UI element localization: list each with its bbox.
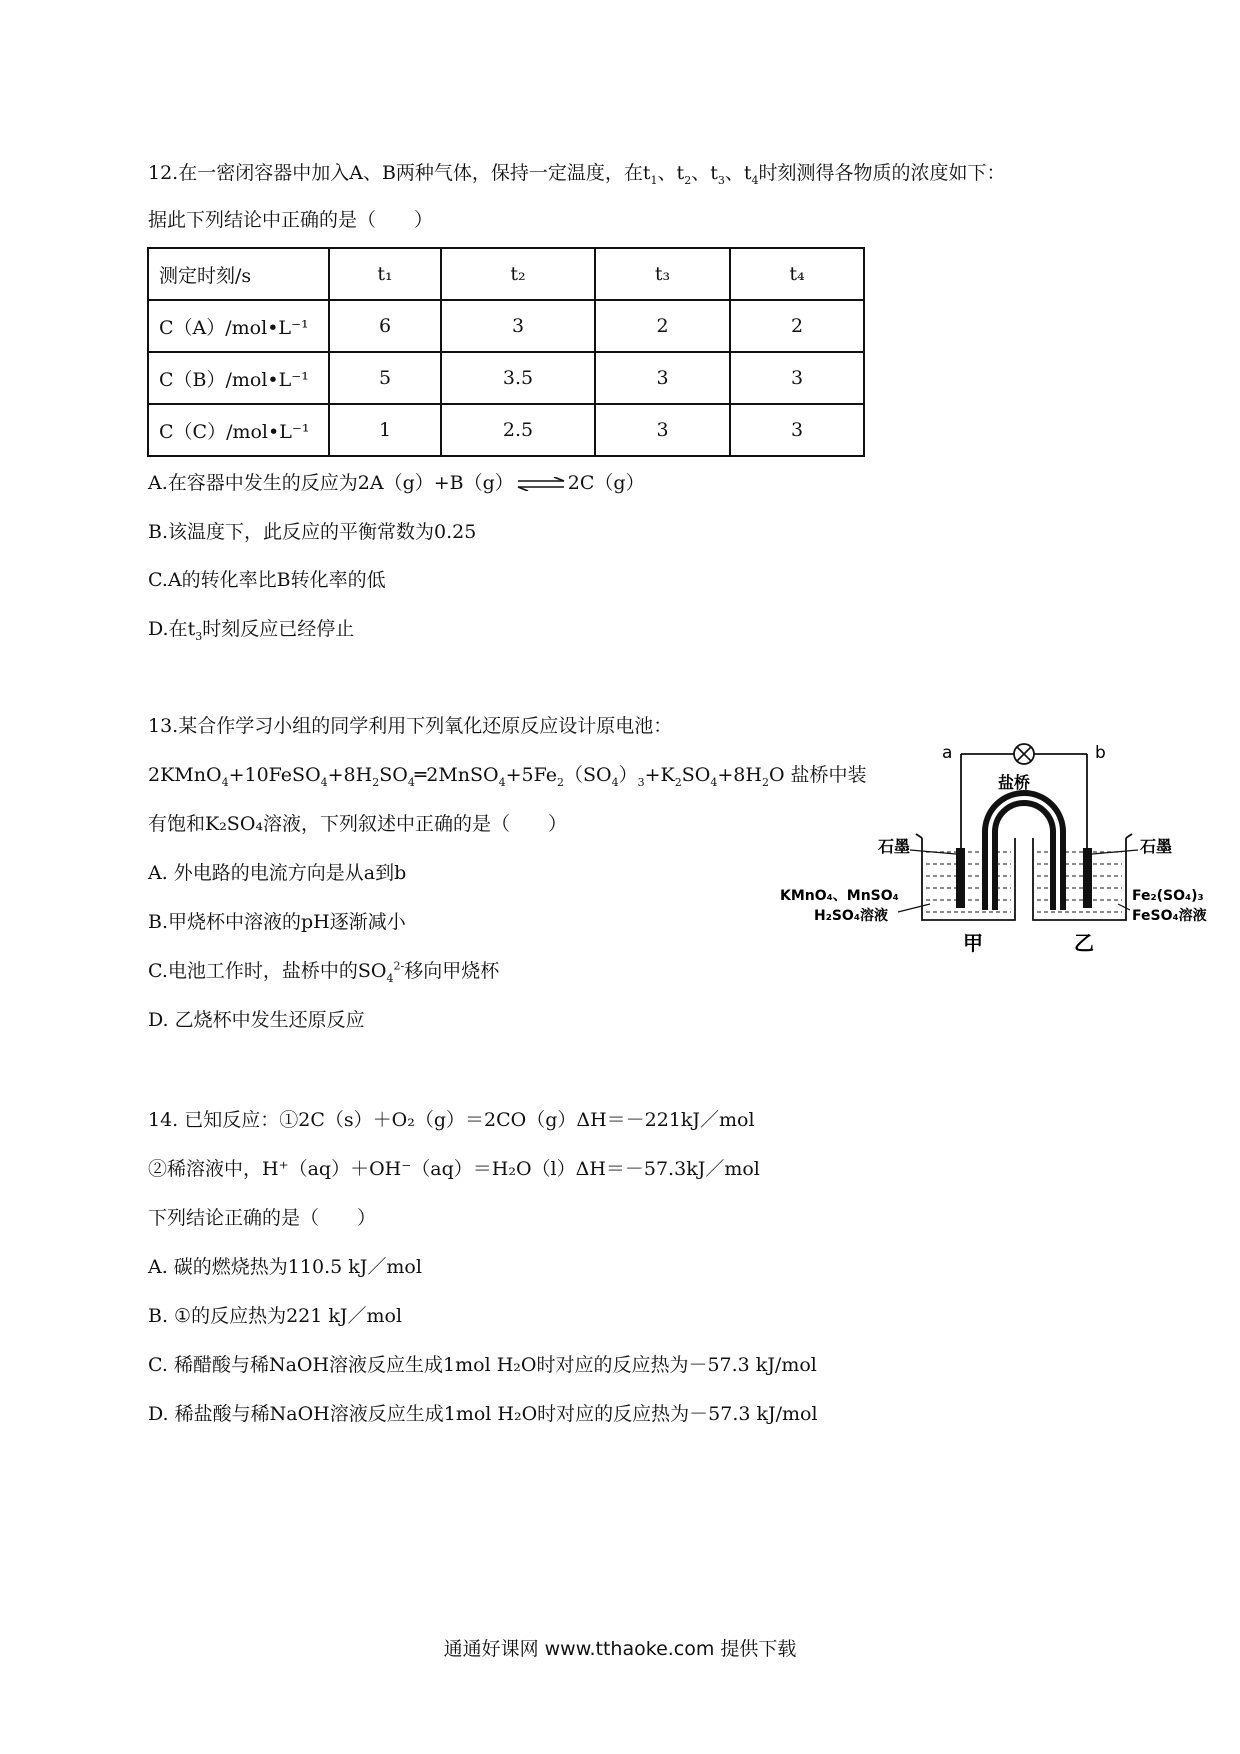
equilibrium-arrow-icon — [516, 477, 566, 491]
table-cell: 3 — [595, 404, 730, 456]
q13-stem: 13.某合作学习小组的同学利用下列氧化还原反应设计原电池： — [148, 715, 673, 737]
table-cell: 3.5 — [441, 352, 595, 404]
q12-option-a: A.在容器中发生的反应为2A（g）+B（g） 2C（g） — [148, 472, 645, 494]
q12-question: 据此下列结论中正确的是（ ） — [148, 209, 434, 231]
salt-bridge-label: 盐桥 — [998, 773, 1031, 792]
table-cell: 3 — [595, 352, 730, 404]
table-cell: 2 — [595, 300, 730, 352]
q12-option-c: C.A的转化率比B转化率的低 — [148, 569, 386, 591]
q13-option-c: C.电池工作时，盐桥中的$SO_4^{2-}$移向甲烧杯 — [148, 959, 500, 985]
q13-option-a: A. 外电路的电流方向是从a到b — [148, 862, 407, 884]
galvanic-cell-diagram — [780, 740, 1220, 975]
q14-stem: 14. 已知反应：①2C（s）＋O₂（g）＝2CO（g）ΔH＝－221kJ／mol — [148, 1109, 755, 1131]
q14-option-a: A. 碳的燃烧热为110.5 kJ／mol — [148, 1256, 422, 1278]
table-cell: 3 — [730, 352, 864, 404]
q13-question: 有饱和K₂SO₄溶液，下列叙述中正确的是（ ） — [148, 813, 568, 835]
beaker-right-label: 乙 — [1074, 931, 1094, 955]
label-b: b — [1095, 743, 1106, 763]
right-solution-label-1: Fe₂(SO₄)₃ — [1132, 888, 1204, 904]
right-electrode — [1083, 848, 1092, 908]
right-solution-label-2: FeSO₄溶液 — [1132, 908, 1207, 924]
row-label: C（B）/mol•L⁻¹ — [148, 352, 329, 404]
label-a: a — [942, 743, 953, 763]
q12-stem: 12.在一密闭容器中加入A、B两种气体，保持一定温度，在$t_1$、$t_2$、$t_3$、$t_4$时刻测得各物质的浓度如下： — [148, 162, 1006, 187]
q13-option-b: B.甲烧杯中溶液的pH逐渐减小 — [148, 911, 406, 933]
table-cell: 1 — [329, 404, 441, 456]
beaker-left-label: 甲 — [963, 931, 983, 955]
lamp-icon — [1014, 744, 1034, 764]
q13-equation: $2KMnO_4+10FeSO_4+8H_2SO_4═2MnSO_4+5Fe_2(SO_4)_3+K_2SO_4+8H_2O$ 盐桥中装 — [148, 764, 867, 789]
table-header-cell: t₁ — [329, 248, 441, 300]
table-header-cell: t₂ — [441, 248, 595, 300]
table-header-cell: t₄ — [730, 248, 864, 300]
table-header-cell: 测定时刻/s — [148, 248, 329, 300]
q14-option-b: B. ①的反应热为221 kJ／mol — [148, 1305, 403, 1327]
table-cell: 5 — [329, 352, 441, 404]
table-row — [148, 352, 864, 404]
left-electrode — [956, 848, 965, 908]
table-cell: 6 — [329, 300, 441, 352]
q14-option-c: C. 稀醋酸与稀NaOH溶液反应生成1mol H₂O时对应的反应热为－57.3 kJ/mol — [148, 1354, 817, 1376]
page-footer: 通通好课网 www.tthaoke.com 提供下载 — [443, 1638, 797, 1660]
row-label: C（C）/mol•L⁻¹ — [148, 404, 329, 456]
table-cell: 3 — [730, 404, 864, 456]
row-label: C（A）/mol•L⁻¹ — [148, 300, 329, 352]
q14-line2: ②稀溶液中，H⁺（aq）＋OH⁻（aq）＝H₂O（l）ΔH＝－57.3kJ／mol — [148, 1158, 760, 1180]
graphite-left-label: 石墨 — [878, 837, 911, 856]
q14-option-d: D. 稀盐酸与稀NaOH溶液反应生成1mol H₂O时对应的反应热为－57.3 kJ/mol — [148, 1403, 818, 1425]
salt-bridge — [990, 798, 1058, 910]
q12-option-b: B.该温度下，此反应的平衡常数为0.25 — [148, 521, 477, 543]
left-solution-label-2: H₂SO₄溶液 — [814, 908, 888, 924]
table-cell: 3 — [441, 300, 595, 352]
table-header-row — [148, 248, 864, 300]
table-row — [148, 404, 864, 456]
concentration-table — [147, 247, 865, 457]
q14-question: 下列结论正确的是（ ） — [148, 1207, 377, 1229]
q13-option-d: D. 乙烧杯中发生还原反应 — [148, 1009, 365, 1031]
table-header-cell: t₃ — [595, 248, 730, 300]
q12-option-d: D.在$t_3$时刻反应已经停止 — [148, 618, 355, 643]
table-cell: 2.5 — [441, 404, 595, 456]
graphite-right-label: 石墨 — [1140, 837, 1173, 856]
table-cell: 2 — [730, 300, 864, 352]
left-solution-label-1: KMnO₄、MnSO₄ — [780, 888, 899, 904]
table-row — [148, 300, 864, 352]
